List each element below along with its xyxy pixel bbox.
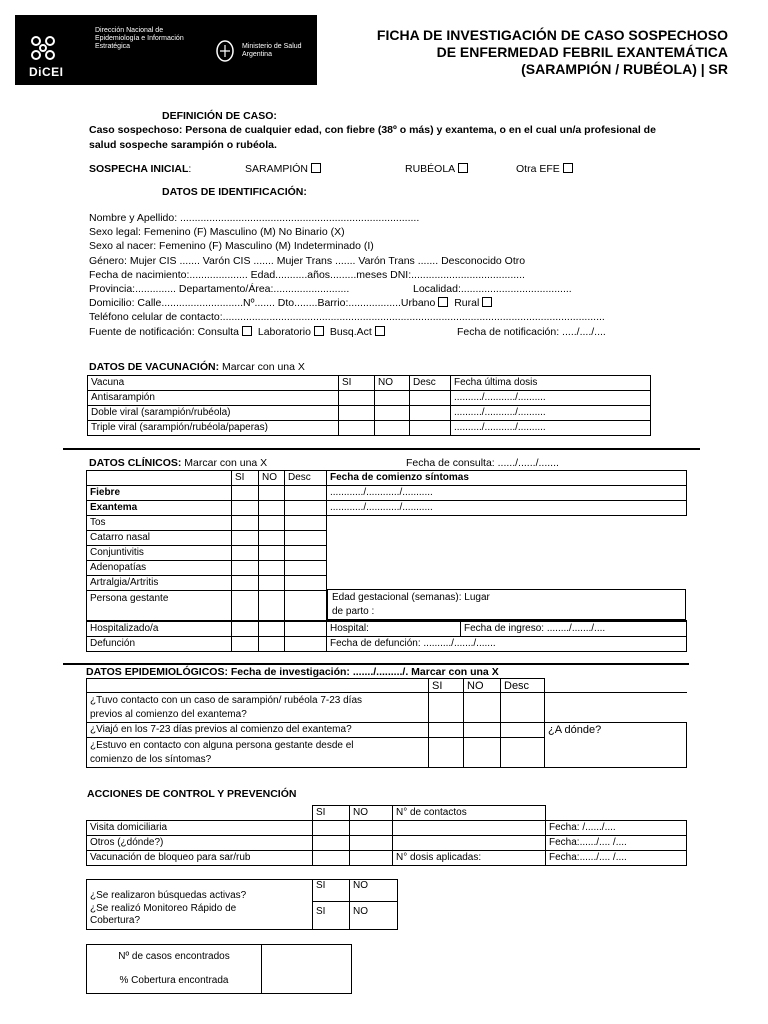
fecha-defuncion-cell[interactable]: Fecha de defunción: ........../......./....... [327, 637, 687, 652]
dicei-logo-icon [28, 33, 58, 63]
acciones-heading: ACCIONES DE CONTROL Y PREVENCIÓN [87, 788, 297, 800]
desc-cell[interactable] [501, 693, 545, 723]
no-cell[interactable] [375, 421, 410, 436]
si-cell[interactable] [339, 406, 375, 421]
consulta-checkbox[interactable] [242, 326, 252, 336]
si-header: SI [313, 806, 350, 821]
defuncion-label: Defunción [87, 637, 232, 652]
desc-cell[interactable] [285, 637, 327, 652]
direccion-text: Dirección Nacional de Epidemiología e Información Estratégica [95, 27, 184, 50]
otros-fecha-cell[interactable]: Fecha:....../.... /.... [546, 836, 687, 851]
no-cell[interactable] [259, 561, 285, 576]
edad-gestacional-cell[interactable] [327, 589, 686, 620]
table-row [87, 516, 687, 531]
dosis-aplicadas-cell[interactable]: N° dosis aplicadas: [393, 851, 546, 866]
title-line-1: FICHA DE INVESTIGACIÓN DE CASO SOSPECHOSO [376, 27, 728, 43]
monitoreo-question: ¿Se realizó Monitoreo Rápido de Cobertura? [87, 902, 313, 930]
fecha-dosis-cell[interactable]: ........../.........../.......... [451, 391, 651, 406]
contactos-cell[interactable] [393, 821, 546, 836]
table-row [88, 406, 651, 421]
vacuna-name: Antisarampión [88, 391, 339, 406]
busq-act-checkbox[interactable] [375, 326, 385, 336]
no-cell[interactable] [259, 622, 285, 637]
si-header: SI [232, 471, 259, 486]
table-row [87, 836, 687, 851]
si-cell[interactable] [232, 561, 259, 576]
urbano-checkbox[interactable] [438, 297, 448, 307]
si-cell[interactable] [232, 591, 259, 621]
si-cell[interactable] [313, 836, 350, 851]
no-cell[interactable] [375, 391, 410, 406]
desc-cell[interactable] [285, 501, 327, 516]
bloqueo-fecha-cell[interactable]: Fecha:....../.... /.... [546, 851, 687, 866]
desc-cell[interactable] [410, 406, 451, 421]
desc-cell[interactable] [501, 738, 545, 768]
dicei-logo-text: DiCEI [29, 65, 64, 79]
si-cell[interactable] [232, 486, 259, 501]
ministerio-text: Ministerio de Salud Argentina [242, 43, 302, 58]
tos-label: Tos [87, 516, 232, 531]
sospecha-inicial-label: SOSPECHA INICIAL: [89, 163, 192, 175]
no-cell[interactable] [259, 486, 285, 501]
si-cell[interactable]: SI [313, 902, 350, 930]
desc-cell[interactable] [285, 531, 327, 546]
laboratorio-checkbox[interactable] [314, 326, 324, 336]
table-row [87, 679, 687, 693]
localidad-field[interactable]: Localidad:...................................... [413, 283, 572, 295]
fiebre-fecha-cell[interactable]: ............/............/........... [327, 486, 687, 501]
busquedas-question: ¿Se realizaron búsquedas activas? [87, 880, 313, 902]
argentina-seal-icon [215, 39, 235, 63]
gestante-label: Persona gestante [87, 591, 232, 621]
desc-header: Desc [410, 376, 451, 391]
fecha-dosis-cell[interactable]: ........../.........../.......... [451, 406, 651, 421]
table-row [87, 486, 687, 501]
no-cell[interactable] [350, 836, 393, 851]
no-cell[interactable] [350, 851, 393, 866]
si-header: SI [429, 679, 464, 693]
epidemiologicos-table [86, 678, 687, 768]
vacuna-name: Doble viral (sarampión/rubéola) [88, 406, 339, 421]
table-row [87, 851, 687, 866]
desc-cell[interactable] [410, 391, 451, 406]
artralgia-label: Artralgia/Artritis [87, 576, 232, 591]
clinicos-table [86, 470, 687, 652]
no-header: NO [350, 806, 393, 821]
desc-cell[interactable] [285, 546, 327, 561]
table-row [87, 821, 687, 836]
fecha-nacimiento-field[interactable]: Fecha de nacimiento:.................... Edad...........años.........meses DNI:....................................... [89, 269, 525, 281]
fuente-notificacion[interactable]: Fuente de notificación: Consulta Laboratorio Busq.Act [89, 326, 385, 338]
si-cell[interactable]: SI [313, 880, 350, 902]
genero-field[interactable]: Género: Mujer CIS ....... Varón CIS ....... Mujer Trans ....... Varón Trans ....... Desconocido Otro [89, 255, 526, 267]
desc-header: Desc [285, 471, 327, 486]
rubeola-option[interactable]: RUBÉOLA [405, 163, 468, 175]
desc-cell[interactable] [501, 723, 545, 738]
gestante-contacto-question: ¿Estuvo en contacto con alguna persona gestante desde el comienzo de los síntomas? [87, 738, 429, 768]
table-row [87, 501, 687, 516]
table-row [87, 471, 687, 486]
visita-label: Visita domiciliaria [87, 821, 313, 836]
identificacion-heading: DATOS DE IDENTIFICACIÓN: [162, 186, 307, 198]
rubeola-checkbox[interactable] [458, 163, 468, 173]
table-row [88, 391, 651, 406]
no-cell[interactable]: NO [350, 902, 398, 930]
casos-value-cell[interactable] [262, 945, 352, 994]
sarampion-checkbox[interactable] [311, 163, 321, 173]
hospital-cell[interactable]: Hospital: [327, 622, 461, 637]
fecha-consulta-field[interactable]: Fecha de consulta: ....../....../....... [406, 457, 559, 469]
table-row [87, 637, 687, 652]
definicion-line-2: salud sospeche sarampión o rubéola. [89, 139, 277, 151]
vacunacion-heading: DATOS DE VACUNACIÓN: Marcar con una X [89, 361, 305, 373]
desc-header: Desc [501, 679, 545, 693]
definicion-heading: DEFINICIÓN DE CASO: [162, 110, 277, 122]
desc-cell[interactable] [285, 591, 327, 621]
si-cell[interactable] [232, 501, 259, 516]
hospitalizado-label: Hospitalizado/a [87, 622, 232, 637]
si-cell[interactable] [232, 516, 259, 531]
adonde-cell[interactable]: ¿A dónde? [545, 723, 687, 768]
desc-cell[interactable] [285, 576, 327, 591]
sexo-legal-field[interactable]: Sexo legal: Femenino (F) Masculino (M) No Binario (X) [89, 226, 345, 238]
vacuna-header: Vacuna [88, 376, 339, 391]
desc-cell[interactable] [285, 516, 327, 531]
no-cell[interactable]: NO [350, 880, 398, 902]
casos-table [86, 944, 352, 994]
contacto-question: ¿Tuvo contacto con un caso de sarampión/ rubéola 7-23 días previos al comienzo del exantema? [87, 693, 429, 723]
sexo-nacer-field[interactable]: Sexo al nacer: Femenino (F) Masculino (M) Indeterminado (I) [89, 240, 374, 252]
no-header: NO [259, 471, 285, 486]
si-cell[interactable] [429, 738, 464, 768]
si-cell[interactable] [429, 723, 464, 738]
si-cell[interactable] [313, 851, 350, 866]
vacunacion-table [87, 375, 651, 436]
no-cell[interactable] [464, 723, 501, 738]
si-cell[interactable] [232, 531, 259, 546]
table-row [87, 902, 398, 930]
provincia-field[interactable]: Provincia:.............. Departamento/Área:.......................... [89, 283, 350, 295]
si-cell[interactable] [232, 637, 259, 652]
si-cell[interactable] [339, 391, 375, 406]
fecha-notificacion-field[interactable]: Fecha de notificación: ...../..../.... [457, 326, 606, 338]
si-cell[interactable] [232, 576, 259, 591]
bloqueo-label: Vacunación de bloqueo para sar/rub [87, 851, 313, 866]
table-row [87, 622, 687, 637]
sarampion-option[interactable]: SARAMPIÓN [245, 163, 321, 175]
contactos-header: N° de contactos [393, 806, 546, 821]
desc-cell[interactable] [410, 421, 451, 436]
epidemiologicos-heading: DATOS EPIDEMIOLÓGICOS: Fecha de investigación: ......./........./. Marcar con una X [86, 666, 499, 678]
si-header: SI [339, 376, 375, 391]
exantema-label: Exantema [87, 501, 232, 516]
si-cell[interactable] [232, 622, 259, 637]
catarro-label: Catarro nasal [87, 531, 232, 546]
title-line-3: (SARAMPIÓN / RUBÉOLA) | SR [521, 61, 728, 77]
si-cell[interactable] [313, 821, 350, 836]
title-line-2: DE ENFERMEDAD FEBRIL EXANTEMÁTICA [436, 44, 728, 60]
fecha-comienzo-header: Fecha de comienzo síntomas [327, 471, 687, 486]
form-title [377, 27, 728, 78]
nombre-field[interactable]: Nombre y Apellido: .................................................................................. [89, 212, 420, 224]
desc-cell[interactable] [285, 561, 327, 576]
adenopatias-label: Adenopatías [87, 561, 232, 576]
no-header: NO [375, 376, 410, 391]
cobertura-encontrada-label: % Cobertura encontrada [119, 975, 229, 986]
clinicos-heading: DATOS CLÍNICOS: Marcar con una X [89, 457, 268, 469]
otra-efe-option[interactable]: Otra EFE [516, 163, 573, 175]
contactos-cell[interactable] [393, 836, 546, 851]
no-cell[interactable] [350, 821, 393, 836]
viajo-question: ¿Viajó en los 7-23 días previos al comienzo del exantema? [87, 723, 429, 738]
visita-fecha-cell[interactable]: Fecha: /....../.... [546, 821, 687, 836]
casos-labels [87, 945, 262, 994]
no-cell[interactable] [464, 693, 501, 723]
table-row [87, 880, 398, 902]
si-cell[interactable] [232, 546, 259, 561]
table-row [87, 693, 687, 723]
table-row [88, 376, 651, 391]
table-row [87, 945, 352, 994]
fiebre-label: Fiebre [87, 486, 232, 501]
telefono-field[interactable]: Teléfono celular de contacto:................................................................................................................................... [89, 311, 605, 323]
edad-gestacional-line-1: Edad gestacional (semanas): Lugar [332, 592, 490, 603]
no-cell[interactable] [375, 406, 410, 421]
desc-cell[interactable] [285, 622, 327, 637]
edad-gestacional-line-2: de parto : [332, 606, 375, 617]
no-cell[interactable] [259, 516, 285, 531]
conjuntivitis-label: Conjuntivitis [87, 546, 232, 561]
table-row [87, 806, 687, 821]
no-cell[interactable] [259, 637, 285, 652]
header-banner [15, 15, 317, 85]
fecha-dosis-cell[interactable]: ........../.........../.......... [451, 421, 651, 436]
no-cell[interactable] [259, 546, 285, 561]
section-divider [63, 663, 689, 665]
table-row [88, 421, 651, 436]
vacuna-name: Triple viral (sarampión/rubéola/paperas) [88, 421, 339, 436]
section-divider [63, 448, 700, 450]
busquedas-table [86, 879, 398, 930]
no-cell[interactable] [259, 576, 285, 591]
casos-encontrados-label: Nº de casos encontrados [118, 951, 230, 962]
desc-cell[interactable] [285, 486, 327, 501]
definicion-line-1: Caso sospechoso: Persona de cualquier edad, con fiebre (38º o más) y exantema, o en el cual un/a profesional de [89, 124, 656, 136]
no-cell[interactable] [464, 738, 501, 768]
no-cell[interactable] [259, 531, 285, 546]
no-cell[interactable] [259, 501, 285, 516]
no-cell[interactable] [259, 591, 285, 621]
si-cell[interactable] [429, 693, 464, 723]
fecha-ultima-dosis-header: Fecha última dosis [451, 376, 651, 391]
otra-efe-checkbox[interactable] [563, 163, 573, 173]
no-header: NO [464, 679, 501, 693]
rural-checkbox[interactable] [482, 297, 492, 307]
si-cell[interactable] [339, 421, 375, 436]
table-row [87, 723, 687, 738]
fecha-ingreso-cell[interactable]: Fecha de ingreso: ......../......./.... [461, 622, 687, 637]
acciones-table [86, 805, 687, 866]
exantema-fecha-cell[interactable]: ............/............/........... [327, 501, 687, 516]
domicilio-field[interactable]: Domicilio: Calle............................Nº....... Dto........Barrio:..................Urbano Rural [89, 297, 492, 309]
otros-label: Otros (¿dónde?) [87, 836, 313, 851]
